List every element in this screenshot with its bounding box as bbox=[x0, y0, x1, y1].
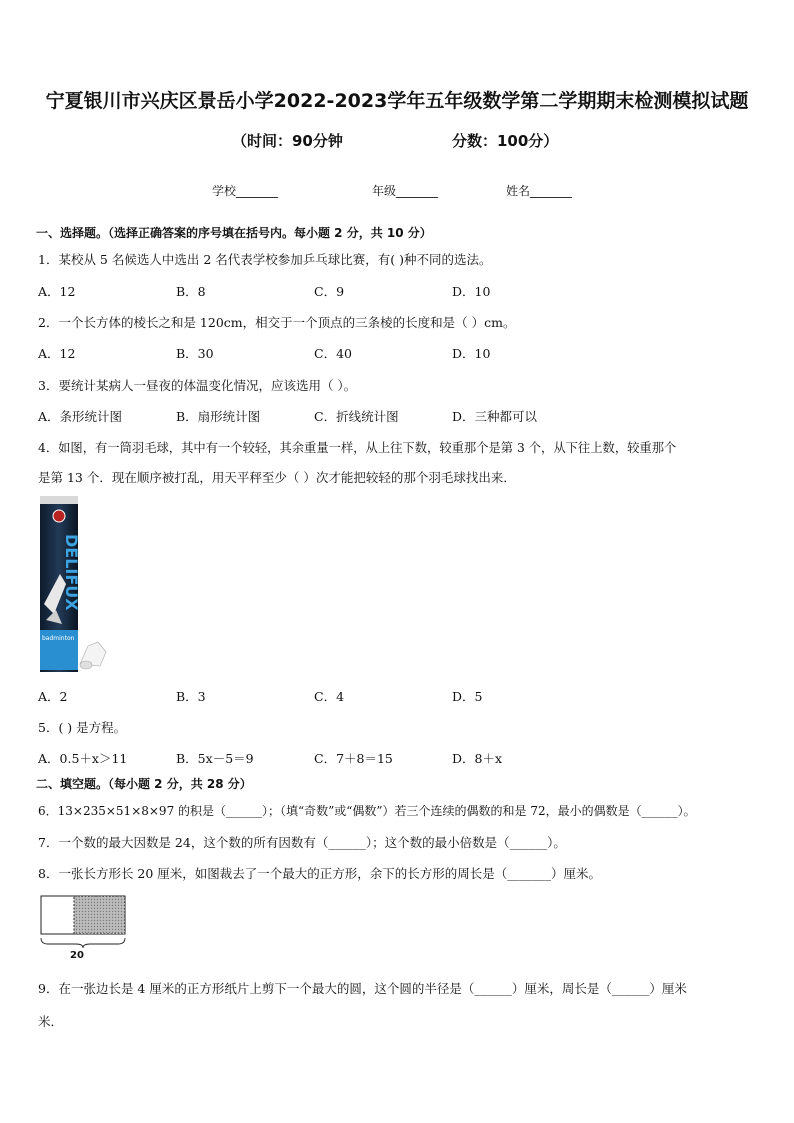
q4-option-b: B．3 bbox=[176, 689, 206, 704]
q5-text: 5．( ) 是方程。 bbox=[38, 720, 127, 735]
q5-option-a: A．0.5＋x＞11 bbox=[38, 751, 128, 766]
q3-option-a: A．条形统计图 bbox=[38, 409, 123, 424]
section1-heading: 一、选择题。（选择正确答案的序号填在括号内。每小题 2 分，共 10 分） bbox=[36, 226, 432, 240]
q5-option-b: B．5x－5＝9 bbox=[176, 751, 254, 766]
q9-text-line1: 9．在一张边长是 4 厘米的正方形纸片上剪下一个最大的圆，这个圆的半径是（______）厘米，周长是（______）厘米 bbox=[38, 981, 687, 996]
q7-text: 7．一个数的最大因数是 24，这个数的所有因数有（______）；这个数的最小倍数是（______）。 bbox=[38, 835, 566, 850]
total-score: 分数：100分） bbox=[452, 132, 559, 150]
q5-option-c: C．7＋8＝15 bbox=[314, 751, 393, 766]
q2-text: 2．一个长方体的棱长之和是 120cm，相交于一个顶点的三条棱的长度和是（ ）cm。 bbox=[38, 315, 516, 330]
shuttlecock-tube-image bbox=[36, 494, 110, 674]
q1-option-c: C．9 bbox=[314, 284, 345, 299]
q3-option-d: D．三种都可以 bbox=[452, 409, 538, 424]
length-label-20: 20 bbox=[70, 950, 84, 961]
q2-option-a: A．12 bbox=[38, 346, 76, 361]
q4-option-a: A．2 bbox=[38, 689, 68, 704]
q8-text: 8．一张长方形长 20 厘米，如图裁去了一个最大的正方形，余下的长方形的周长是（_______）厘米。 bbox=[38, 866, 602, 881]
q2-option-d: D．10 bbox=[452, 346, 491, 361]
q4-option-c: C．4 bbox=[314, 689, 345, 704]
q1-text: 1．某校从 5 名候选人中选出 2 名代表学校参加乒乓球比赛，有( )种不同的选法。 bbox=[38, 252, 492, 267]
q3-option-c: C．折线统计图 bbox=[314, 409, 399, 424]
name-field: 姓名_______ bbox=[506, 184, 573, 198]
q5-option-d: D．8＋x bbox=[452, 751, 503, 766]
q1-option-a: A．12 bbox=[38, 284, 76, 299]
q2-option-c: C．40 bbox=[314, 346, 352, 361]
q1-option-d: D．10 bbox=[452, 284, 491, 299]
q1-option-b: B．8 bbox=[176, 284, 206, 299]
time-limit: （时间：90分钟 bbox=[232, 132, 343, 150]
q9-text-line2: 米． bbox=[38, 1014, 64, 1029]
sub-brand-text: badminton bbox=[42, 635, 75, 642]
q4-text-line1: 4．如图，有一筒羽毛球，其中有一个较轻，其余重量一样，从上往下数，较重那个是第 3 个，从下往上数，较重那个 bbox=[38, 441, 677, 455]
exam-title: 宁夏银川市兴庆区景岳小学2022-2023学年五年级数学第二学期期末检测模拟试题 bbox=[45, 90, 749, 112]
q3-option-b: B．扇形统计图 bbox=[176, 409, 261, 424]
q4-text-line2: 是第 13 个．现在顺序被打乱，用天平秤至少（ ）次才能把较轻的那个羽毛球找出来． bbox=[38, 470, 516, 485]
grade-field: 年级_______ bbox=[372, 184, 439, 198]
q6-text: 6．13×235×51×8×97 的积是（______）；（填“奇数”或“偶数”）若三个连续的偶数的和是 72，最小的偶数是（______）。 bbox=[38, 804, 696, 818]
school-field: 学校_______ bbox=[212, 184, 279, 198]
q2-option-b: B．30 bbox=[176, 346, 214, 361]
q4-option-d: D．5 bbox=[452, 689, 483, 704]
brand-text: DELIFUX bbox=[62, 534, 81, 611]
section2-heading: 二、填空题。（每小题 2 分，共 28 分） bbox=[36, 777, 252, 791]
q3-text: 3．要统计某病人一昼夜的体温变化情况，应该选用（ ）。 bbox=[38, 378, 357, 393]
